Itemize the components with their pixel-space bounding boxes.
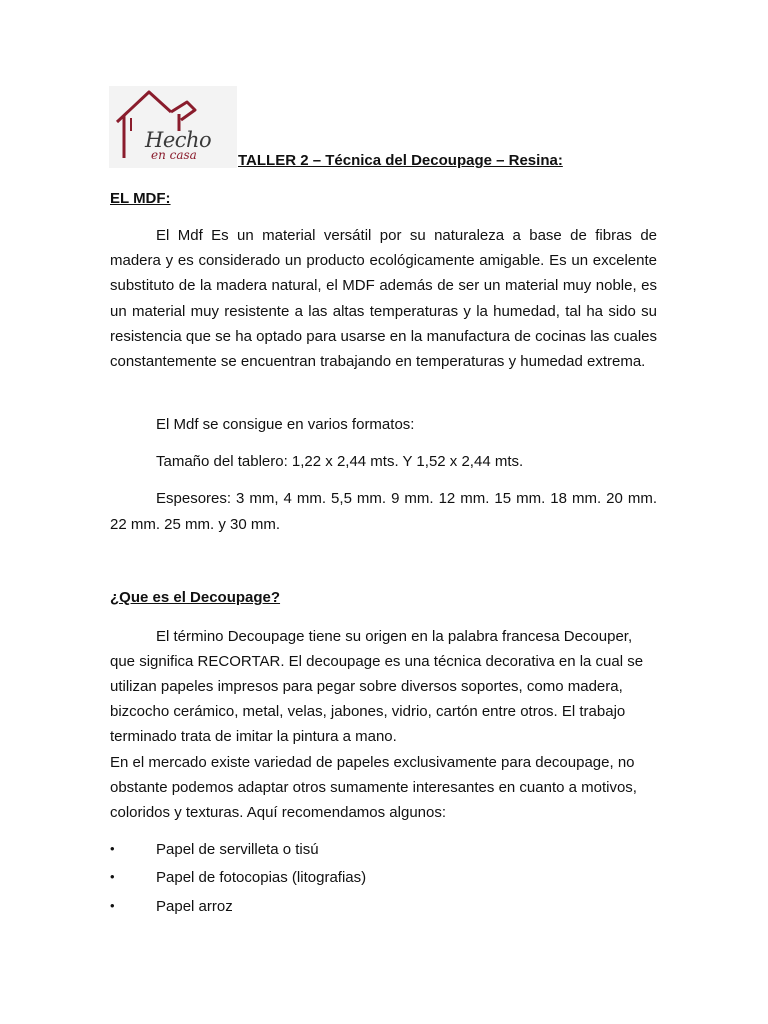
page-title: TALLER 2 – Técnica del Decoupage – Resina: bbox=[238, 152, 563, 169]
mdf-board-size: Tamaño del tablero: 1,22 x 2,44 mts. Y 1,52 x 2,44 mts. bbox=[156, 453, 524, 470]
decoupage-paragraph-2: En el mercado existe variedad de papeles exclusivamente para decoupage, no obstante podemos adaptar otros sumamente interesantes en cuanto a motivos, coloridos y texturas. Aquí recomendamos algunos: bbox=[110, 754, 637, 822]
list-item-text: Papel de fotocopias (litografias) bbox=[156, 869, 367, 886]
decoupage-paragraph-1: El término Decoupage tiene su origen en la palabra francesa Decouper, que significa RECORTAR. El decoupage es una técnica decorativa en la cual se utilizan papeles impresos para pegar sobre diversos soportes, como madera, bizcocho cerámico, metal, velas, jabones, vidrio, cartón entre otros. El trabajo terminado trata de imitar la pintura a mano. bbox=[110, 628, 644, 746]
mdf-formats-intro: El Mdf se consigue en varios formatos: bbox=[156, 416, 415, 433]
logo-line-2: en casa bbox=[151, 148, 197, 162]
bullet-icon: • bbox=[110, 841, 115, 856]
hecho-en-casa-logo bbox=[109, 86, 237, 168]
mdf-thickness: Espesores: 3 mm, 4 mm. 5,5 mm. 9 mm. 12 mm. 15 mm. 18 mm. 20 mm. 22 mm. 25 mm. y 30 mm. bbox=[110, 490, 657, 533]
mdf-paragraph: El Mdf Es un material versátil por su naturaleza a base de fibras de madera y es considerado un producto ecológicamente amigable. Es un excelente substituto de la madera natural, el MDF además de ser un material muy noble, es un material muy resistente a las altas temperaturas y la humedad, tal ha sido su resistencia que se ha optado para usarse en la manufactura de cocinas las cuales constantemente se encuentran trabajando en temperaturas y humedad extrema. bbox=[110, 227, 657, 371]
bullet-icon: • bbox=[110, 869, 115, 884]
bullet-icon: • bbox=[110, 898, 115, 913]
list-item-text: Papel de servilleta o tisú bbox=[156, 841, 319, 858]
decoupage-heading: ¿Que es el Decoupage? bbox=[110, 589, 281, 606]
list-item-text: Papel arroz bbox=[156, 898, 233, 915]
logo-wordmark bbox=[145, 130, 211, 161]
logo-line-1: Hecho bbox=[145, 128, 212, 152]
mdf-heading: EL MDF: bbox=[110, 190, 171, 207]
